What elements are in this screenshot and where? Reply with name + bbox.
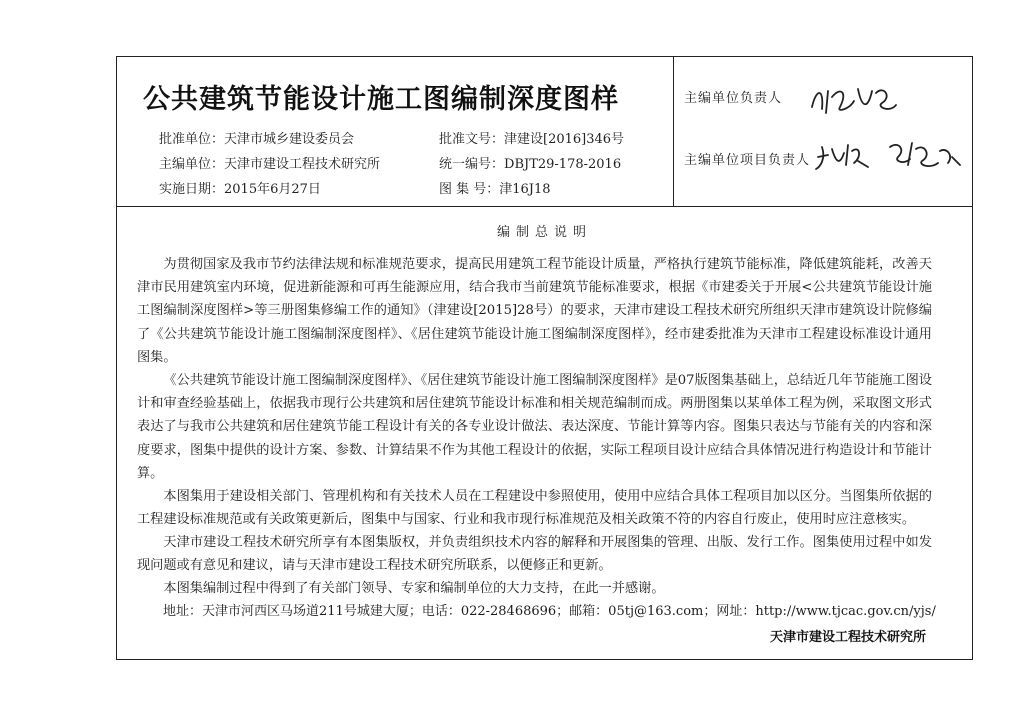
editor-unit-label: 主编单位：	[159, 157, 225, 172]
atlas-no-label: 图 集 号：	[439, 182, 500, 197]
approval-doc-label: 批准文号：	[439, 132, 505, 147]
effective-date-value: 2015年6月27日	[224, 182, 321, 197]
approval-doc-value: 津建设[2016]346号	[504, 132, 625, 147]
paragraph-2: 《公共建筑节能设计施工图编制深度图样》、《居住建筑节能设计施工图编制深度图样》是07版图集基础上，总结近几年节能施工图设计和审查经验基础上，依据我市现行公共建筑和居住建筑节能设计标准和相关规范编制而成。两册图集以某单体工程为例，采取图文形式表达了与我市公共建筑和居住建筑节能工程设计有关的各专业设计做法、表达深度、节能计算等内容。图集只表达与节能有关的内容和深度要求，图集中提供的设计方案、参数、计算结果不作为其他工程设计的依据，实际工程项目设计应结合具体情况进行构造设计和节能计算。	[137, 373, 932, 481]
effective-date-row	[159, 178, 321, 197]
drawing-sheet	[116, 56, 973, 660]
footer-organization: 天津市建设工程技术研究所	[769, 630, 926, 645]
paragraph-1: 为贯彻国家及我市节约法律法规和标准规范要求，提高民用建筑工程节能设计质量，严格执行建筑节能标准，降低建筑能耗，改善天津市民用建筑室内环境，促进新能源和可再生能源应用，结合我市当前建筑节能标准要求，根据《市建委关于开展<公共建筑节能设计施工图编制深度图样>等三册图集修编工作的通知》（津建设[2015]28号）的要求，天津市建设工程技术研究所组织天津市建筑设计院修编了《公共建筑节能设计施工图编制深度图样》、《居住建筑节能设计施工图编制深度图样》，经市建委批准为天津市工程建设标准设计通用图集。	[137, 257, 932, 365]
approval-unit-row	[159, 128, 354, 147]
unified-no-row	[439, 153, 621, 172]
unified-no-value: DBJT29-178-2016	[504, 157, 622, 172]
editor-unit-row	[159, 153, 380, 172]
unified-no-label: 统一编号：	[439, 157, 505, 172]
section-title: 编制总说明	[496, 225, 592, 240]
signature-block	[674, 57, 972, 207]
title-block	[117, 57, 674, 207]
project-head-signature	[814, 135, 964, 177]
atlas-no-value: 津16J18	[499, 182, 551, 197]
general-description	[117, 207, 972, 659]
paragraph-3: 本图集用于建设相关部门、管理机构和有关技术人员在工程建设中参照使用，使用中应结合具体工程项目加以区分。当图集所依据的工程建设标准规范或有关政策更新后，图集中与国家、行业和我市现行标准规范及相关政策不符的内容自行废止，使用时应注意核实。	[137, 489, 932, 528]
paragraph-4: 天津市建设工程技术研究所享有本图集版权，并负责组织技术内容的解释和开展图集的管理、出版、发行工作。图集使用过程中如发现问题或有意见和建议，请与天津市建设工程技术研究所联系，以便修正和更新。	[137, 535, 932, 574]
editor-unit-head-label: 主编单位负责人	[684, 91, 783, 106]
approval-doc-row	[439, 128, 624, 147]
editor-unit-head-signature	[806, 79, 902, 119]
atlas-no-row	[439, 178, 551, 197]
contact-address: 地址：天津市河西区马场道211号城建大厦；电话：022-28468696；邮箱：05tj@163.com；网址：http://www.tjcac.gov.cn/yjs/	[163, 604, 936, 619]
editor-unit-value: 天津市建设工程技术研究所	[224, 157, 381, 172]
approval-unit-value: 天津市城乡建设委员会	[224, 132, 355, 147]
effective-date-label: 实施日期：	[159, 182, 225, 197]
paragraph-5: 本图集编制过程中得到了有关部门领导、专家和编制单位的大力支持，在此一并感谢。	[163, 581, 665, 596]
approval-unit-label: 批准单位：	[159, 132, 225, 147]
document-title: 公共建筑节能设计施工图编制深度图样	[143, 84, 619, 115]
project-head-label: 主编单位项目负责人	[684, 153, 811, 168]
